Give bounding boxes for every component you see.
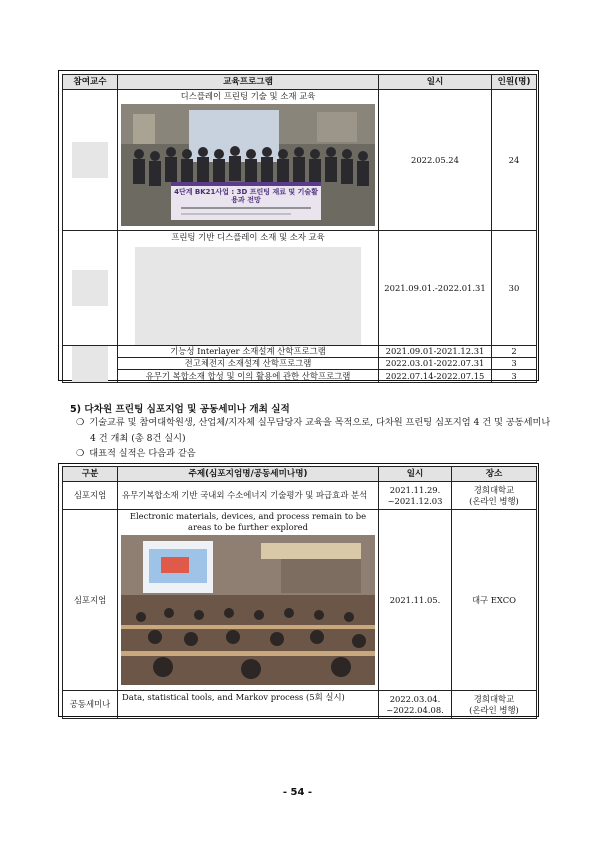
- table-row: [63, 370, 537, 382]
- table-row: [63, 482, 537, 510]
- program-cell: 기능성 Interlayer 소재설계 산학프로그램: [118, 345, 379, 357]
- header-program: 교육프로그램: [118, 75, 379, 90]
- professor-cell: [63, 345, 118, 382]
- program-cell: 전고체전지 소재설계 산학프로그램: [118, 357, 379, 369]
- bullet-text: 기술교류 및 참여대학원생, 산업체/지자체 실무담당자 교육을 목적으로, 다차원 프린팅 심포지엄 4 건 및 공동세미나 4 건 개최 (총 8건 실시): [89, 417, 551, 444]
- table-row: [63, 357, 537, 369]
- professor-cell: [63, 231, 118, 346]
- bullet-paragraph: [76, 415, 552, 446]
- end-date: ~2021.12.03: [387, 495, 443, 506]
- date-cell: 2022.05.24: [379, 90, 492, 231]
- date-cell: 2021.09.01.-2022.01.31: [379, 231, 492, 346]
- date-cell: 2021.09.01-2021.12.31: [379, 345, 492, 357]
- place-name: 경희대학교: [473, 694, 515, 704]
- count-cell: 3: [492, 357, 537, 369]
- start-date: 2022.03.04.: [389, 694, 441, 704]
- date-cell: [379, 482, 452, 510]
- count-cell: 24: [492, 90, 537, 231]
- place-cell: [452, 691, 537, 719]
- table-row: [63, 510, 537, 691]
- program-cell: [118, 90, 379, 231]
- count-cell: 2: [492, 345, 537, 357]
- header-date: 일시: [379, 467, 452, 482]
- end-date: ~2022.04.08.: [386, 704, 444, 715]
- start-date: 2021.11.29.: [389, 485, 441, 495]
- table-header-row: [63, 75, 537, 90]
- place-name: 경희대학교: [473, 485, 515, 495]
- group-photo-image: [121, 104, 375, 226]
- banner-text: 4단계 BK21사업 : 3D 프린팅 재료 및 기술활용과 전망: [174, 187, 318, 205]
- table-row: [63, 345, 537, 357]
- circle-bullet-icon: ❍: [76, 417, 85, 428]
- group-photo: [121, 104, 375, 226]
- redacted-photo: [135, 247, 361, 345]
- header-professor: 참여교수: [63, 75, 118, 90]
- page-number: - 54 -: [282, 787, 313, 798]
- table-row: [63, 691, 537, 719]
- header-topic: 주제(심포지엄명/공동세미나명): [118, 467, 379, 482]
- table-header-row: [63, 467, 537, 482]
- circle-bullet-icon: ❍: [76, 448, 85, 459]
- type-cell: 공동세미나: [63, 691, 118, 719]
- type-cell: 심포지엄: [63, 510, 118, 691]
- header-place: 장소: [452, 467, 537, 482]
- bullet-text: 대표적 실적은 다음과 같음: [89, 448, 196, 459]
- place-note: (온라인 병행): [469, 704, 519, 715]
- symposium-table: [62, 466, 537, 719]
- program-caption: 디스플레이 프린팅 기술 및 소재 교육: [180, 91, 316, 101]
- count-cell: 30: [492, 231, 537, 346]
- redacted-photo: [72, 346, 108, 382]
- count-cell: 3: [492, 370, 537, 382]
- program-caption: 프린팅 기반 디스플레이 소재 및 소자 교육: [171, 232, 325, 242]
- seminar-photo: [121, 535, 375, 685]
- header-count: 인원(명): [492, 75, 537, 90]
- bullet-paragraph: [76, 446, 538, 462]
- table-row: [63, 90, 537, 231]
- topic-cell: 유무기복합소재 기반 국내외 수소에너지 기술평가 및 파급효과 분석: [118, 482, 379, 510]
- topic-cell: [118, 510, 379, 691]
- date-cell: 2022.03.01-2022.07.31: [379, 357, 492, 369]
- date-cell: [379, 691, 452, 719]
- redacted-photo: [72, 142, 108, 178]
- program-cell: [118, 231, 379, 346]
- program-cell: 유무기 복합소재 합성 및 이의 활용에 관한 산학프로그램: [118, 370, 379, 382]
- date-cell: 2021.11.05.: [379, 510, 452, 691]
- section-title: 5) 다차원 프린팅 심포지엄 및 공동세미나 개최 실적: [70, 404, 290, 415]
- type-cell: 심포지엄: [63, 482, 118, 510]
- table-row: [63, 231, 537, 346]
- header-type: 구분: [63, 467, 118, 482]
- education-program-table: [62, 74, 537, 383]
- redacted-photo: [72, 270, 108, 306]
- place-cell: 대구 EXCO: [452, 510, 537, 691]
- professor-cell: [63, 90, 118, 231]
- seminar-photo-image: [121, 535, 375, 685]
- date-cell: 2022.07.14-2022.07.15: [379, 370, 492, 382]
- topic-cell: Data, statistical tools, and Markov process (5회 실시): [118, 691, 379, 719]
- place-note: (온라인 병행): [469, 495, 519, 506]
- header-date: 일시: [379, 75, 492, 90]
- place-cell: [452, 482, 537, 510]
- topic-caption: Electronic materials, devices, and process remain to be areas to be further explored: [129, 511, 367, 532]
